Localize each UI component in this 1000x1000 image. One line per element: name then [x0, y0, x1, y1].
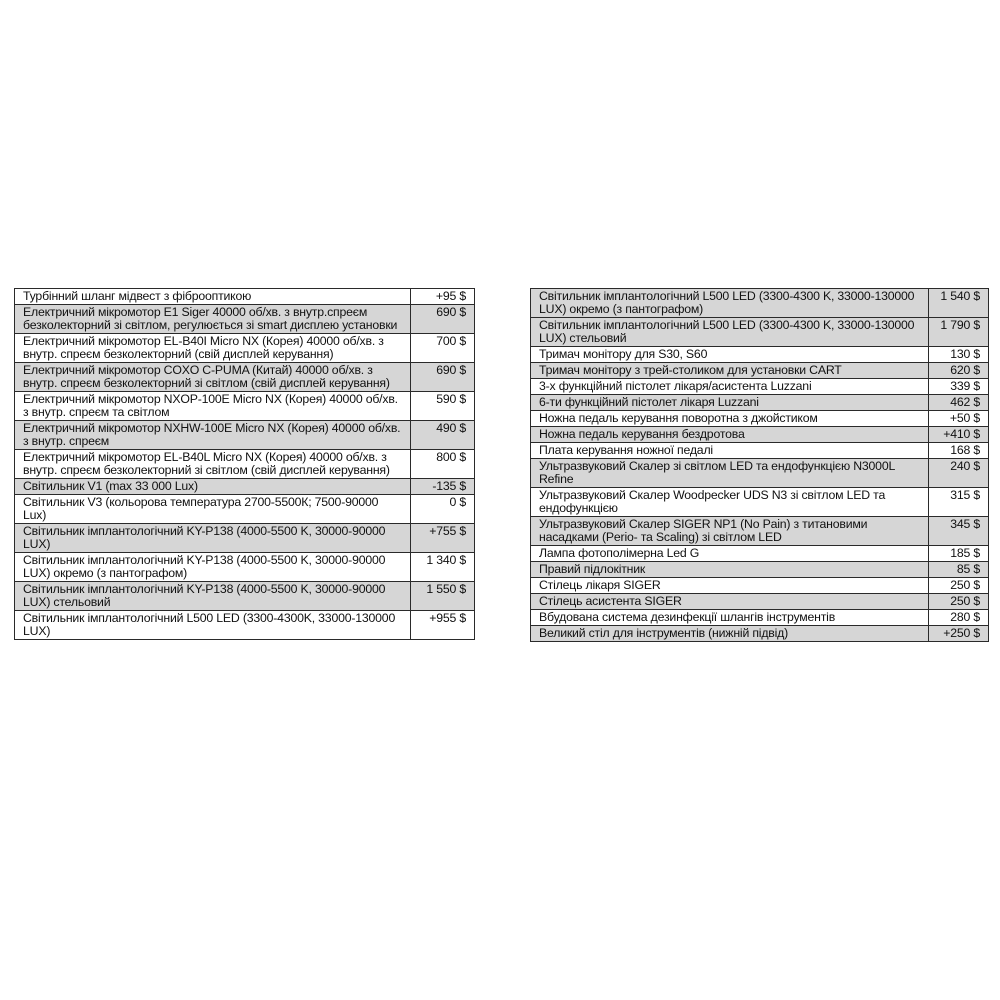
item-price: 250 $: [929, 594, 989, 610]
item-description: Правий підлокітник: [531, 562, 929, 578]
item-price: 185 $: [929, 546, 989, 562]
item-price: 345 $: [929, 517, 989, 546]
item-description: Турбінний шланг мідвест з фіброоптикою: [15, 289, 411, 305]
item-description: Електричний мікромотор EL-B40L Micro NX (Корея) 40000 об/хв. з внутр. спреєм безколекторний зі світлом (свій дисплей керування): [15, 450, 411, 479]
item-description: Ультразвуковий Скалер зі світлом LED та ендофункцією N3000L Refine: [531, 459, 929, 488]
item-price: 1 790 $: [929, 318, 989, 347]
item-description: Великий стіл для інструментів (нижній підвід): [531, 626, 929, 642]
item-description: Світильник імплантологічний KY-P138 (4000-5500 K, 30000-90000 LUX) стельовий: [15, 582, 411, 611]
item-description: Ультразвуковий Скалер Woodpecker UDS N3 зі світлом LED та ендофункцією: [531, 488, 929, 517]
price-table-left: [14, 288, 475, 640]
item-price: +410 $: [929, 427, 989, 443]
table-row: [531, 289, 989, 318]
item-price: 700 $: [411, 334, 475, 363]
item-description: Вбудована система дезинфекції шлангів інструментів: [531, 610, 929, 626]
item-description: Електричний мікромотор NXHW-100E Micro NX (Корея) 40000 об/хв. з внутр. спреєм: [15, 421, 411, 450]
item-price: 800 $: [411, 450, 475, 479]
table-row: [531, 546, 989, 562]
item-description: Електричний мікромотор NXOP-100E Micro NX (Корея) 40000 об/хв. з внутр. спреєм та світлом: [15, 392, 411, 421]
item-price: 490 $: [411, 421, 475, 450]
table-row: [531, 411, 989, 427]
item-description: Ножна педаль керування поворотна з джойстиком: [531, 411, 929, 427]
item-price: 339 $: [929, 379, 989, 395]
item-price: 0 $: [411, 495, 475, 524]
table-row: [531, 610, 989, 626]
table-row: [15, 495, 475, 524]
item-price: -135 $: [411, 479, 475, 495]
table-row: [531, 459, 989, 488]
item-price: 1 550 $: [411, 582, 475, 611]
item-description: Лампа фотополімерна Led G: [531, 546, 929, 562]
table-row: [531, 488, 989, 517]
table-row: [531, 395, 989, 411]
table-row: [15, 305, 475, 334]
price-table-left-body: [15, 289, 475, 640]
table-row: [15, 289, 475, 305]
price-table-right: [530, 288, 989, 642]
item-price: 690 $: [411, 363, 475, 392]
item-description: Тримач монітору з трей-столиком для установки CART: [531, 363, 929, 379]
table-row: [15, 479, 475, 495]
item-description: Стілець асистента SIGER: [531, 594, 929, 610]
item-description: Світильник імплантологічний KY-P138 (4000-5500 K, 30000-90000 LUX) окремо (з пантографом): [15, 553, 411, 582]
item-price: 168 $: [929, 443, 989, 459]
table-row: [15, 553, 475, 582]
item-description: Світильник V3 (кольорова температура 2700-5500К; 7500-90000 Lux): [15, 495, 411, 524]
table-row: [15, 421, 475, 450]
item-description: Ультразвуковий Скалер SIGER NP1 (No Pain) з титановими насадками (Perio- та Scaling) зі світлом LED: [531, 517, 929, 546]
item-description: 6-ти функційний пістолет лікаря Luzzani: [531, 395, 929, 411]
item-description: Електричний мікромотор COXO C-PUMA (Китай) 40000 об/хв. з внутр. спреєм безколекторний зі світлом (свій дисплей керування): [15, 363, 411, 392]
item-price: +955 $: [411, 611, 475, 640]
item-description: Електричний мікромотор E1 Siger 40000 об/хв. з внутр.спреєм безколекторний зі світлом, регулюється зі smart дисплею установки: [15, 305, 411, 334]
table-row: [15, 524, 475, 553]
item-price: +50 $: [929, 411, 989, 427]
item-price: 315 $: [929, 488, 989, 517]
item-price: 590 $: [411, 392, 475, 421]
table-row: [15, 334, 475, 363]
price-table-right-body: [531, 289, 989, 642]
item-price: +95 $: [411, 289, 475, 305]
item-description: Світильник імплантологічний L500 LED (3300-4300 K, 33000-130000 LUX) окремо (з пантографом): [531, 289, 929, 318]
table-row: [15, 392, 475, 421]
table-row: [15, 450, 475, 479]
item-price: 1 340 $: [411, 553, 475, 582]
item-description: 3-х функційний пістолет лікаря/асистента Luzzani: [531, 379, 929, 395]
item-description: Електричний мікромотор EL-B40I Micro NX (Корея) 40000 об/хв. з внутр. спреєм безколекторний (свій дисплей керування): [15, 334, 411, 363]
item-description: Світильник імплантологічний L500 LED (3300-4300 K, 33000-130000 LUX) стельовий: [531, 318, 929, 347]
item-price: 620 $: [929, 363, 989, 379]
table-row: [531, 443, 989, 459]
table-row: [531, 517, 989, 546]
item-description: Стілець лікаря SIGER: [531, 578, 929, 594]
item-price: 250 $: [929, 578, 989, 594]
item-price: 240 $: [929, 459, 989, 488]
item-description: Тримач монітору для S30, S60: [531, 347, 929, 363]
item-description: Світильник імплантологічний KY-P138 (4000-5500 K, 30000-90000 LUX): [15, 524, 411, 553]
item-price: 130 $: [929, 347, 989, 363]
item-description: Ножна педаль керування бездротова: [531, 427, 929, 443]
table-row: [531, 318, 989, 347]
item-price: 85 $: [929, 562, 989, 578]
item-price: 690 $: [411, 305, 475, 334]
item-description: Плата керування ножної педалі: [531, 443, 929, 459]
table-row: [15, 363, 475, 392]
item-price: +250 $: [929, 626, 989, 642]
item-description: Світильник імплантологічний L500 LED (3300-4300K, 33000-130000 LUX): [15, 611, 411, 640]
item-price: +755 $: [411, 524, 475, 553]
table-row: [531, 578, 989, 594]
table-row: [15, 582, 475, 611]
table-row: [531, 562, 989, 578]
table-row: [531, 347, 989, 363]
item-price: 280 $: [929, 610, 989, 626]
table-row: [531, 594, 989, 610]
table-row: [15, 611, 475, 640]
item-price: 1 540 $: [929, 289, 989, 318]
table-row: [531, 427, 989, 443]
table-row: [531, 379, 989, 395]
table-row: [531, 363, 989, 379]
item-price: 462 $: [929, 395, 989, 411]
item-description: Світильник V1 (max 33 000 Lux): [15, 479, 411, 495]
table-row: [531, 626, 989, 642]
